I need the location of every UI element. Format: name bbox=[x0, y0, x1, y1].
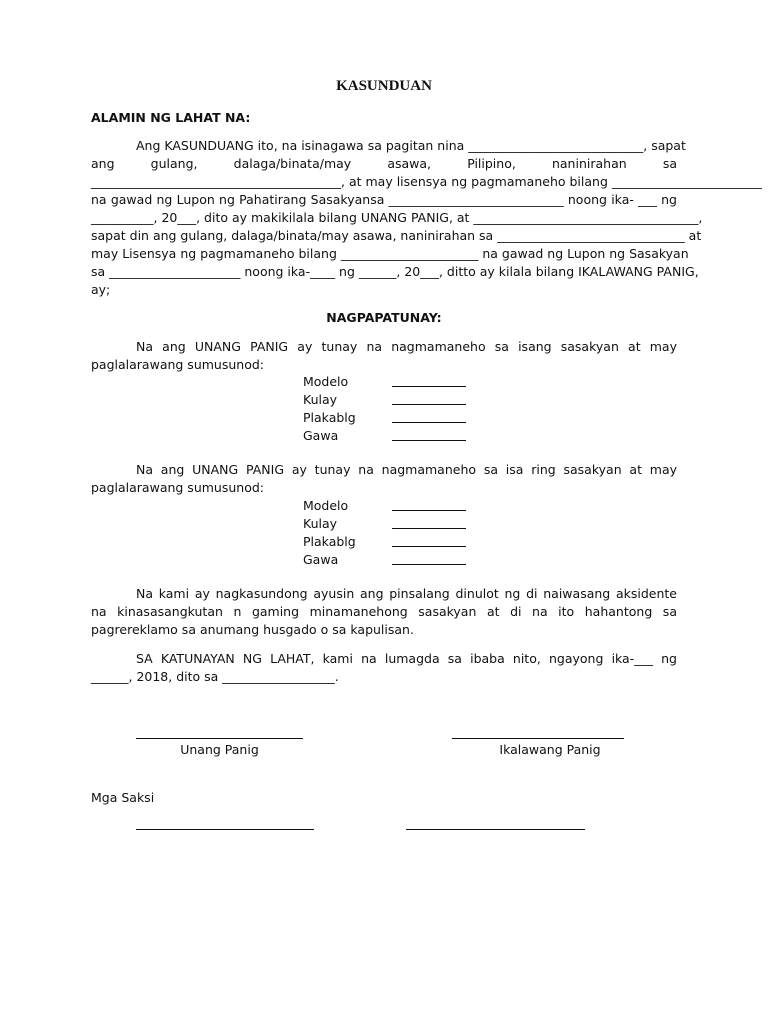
vehicle1-line: Na ang UNANG PANIG ay tunay na nagmamaneho sa isang sasakyan at may bbox=[136, 339, 677, 354]
second-party-signature-line bbox=[452, 738, 624, 739]
witness-signature-line bbox=[406, 829, 585, 830]
field-label: Plakablg bbox=[303, 410, 356, 425]
vehicle1-line: paglalarawang sumusunod: bbox=[91, 357, 264, 372]
vehicle-field-row bbox=[303, 409, 473, 427]
vehicle-field-row bbox=[303, 515, 473, 533]
intro-line: Ang KASUNDUANG ito, na isinagawa sa pagitan nina ____________________________, sapat bbox=[136, 138, 686, 153]
intro-line: ay; bbox=[91, 282, 111, 297]
intro-line: na gawad ng Lupon ng Pahatirang Sasakyansa ____________________________ noong ika- ___ ng bbox=[91, 192, 677, 207]
field-blank bbox=[392, 422, 466, 423]
intro-line: sa _____________________ noong ika-____ ng ______, 20___, ditto ay kilala bilang IKALAWANG PANIG, bbox=[91, 264, 699, 279]
witness-line: ______, 2018, dito sa __________________. bbox=[91, 669, 339, 684]
field-blank bbox=[392, 528, 466, 529]
first-party-label: Unang Panig bbox=[180, 742, 259, 757]
vehicle-field-row bbox=[303, 427, 473, 445]
vehicle-field-row bbox=[303, 497, 473, 515]
intro-line: ang gulang, dalaga/binata/may asawa, Pilipino, naninirahan sa bbox=[91, 156, 677, 171]
agreement-line: Na kami ay nagkasundong ayusin ang pinsalang dinulot ng di naiwasang aksidente bbox=[136, 586, 677, 601]
field-label: Modelo bbox=[303, 498, 349, 513]
field-blank bbox=[392, 510, 466, 511]
vehicle-field-row bbox=[303, 533, 473, 551]
field-label: Kulay bbox=[303, 516, 338, 531]
agreement-line: pagrereklamo sa anumang husgado o sa kapulisan. bbox=[91, 622, 414, 637]
vehicle2-fields bbox=[303, 497, 473, 569]
field-blank bbox=[392, 546, 466, 547]
field-label: Gawa bbox=[303, 552, 339, 567]
second-party-label: Ikalawang Panig bbox=[499, 742, 601, 757]
vehicle2-line: paglalarawang sumusunod: bbox=[91, 480, 264, 495]
agreement-line: na kinasasangkutan n gaming minamanehong sasakyan at di na ito hahantong sa bbox=[91, 604, 677, 619]
intro-line: ________________________________________, at may lisensya ng pagmamaneho bilang ________________________ bbox=[91, 174, 762, 189]
document-title: KASUNDUAN bbox=[336, 78, 432, 94]
witnesses-label: Mga Saksi bbox=[91, 790, 155, 805]
intro-line: may Lisensya ng pagmamaneho bilang ______________________ na gawad ng Lupon ng Sasakyan bbox=[91, 246, 689, 261]
field-blank bbox=[392, 404, 466, 405]
vehicle2-line: Na ang UNANG PANIG ay tunay na nagmamaneho sa isa ring sasakyan at may bbox=[136, 462, 677, 477]
field-blank bbox=[392, 440, 466, 441]
greeting-heading: ALAMIN NG LAHAT NA: bbox=[91, 110, 251, 125]
first-party-signature-line bbox=[136, 738, 303, 739]
field-label: Kulay bbox=[303, 392, 338, 407]
field-label: Plakablg bbox=[303, 534, 356, 549]
field-blank bbox=[392, 386, 466, 387]
vehicle-field-row bbox=[303, 391, 473, 409]
field-label: Gawa bbox=[303, 428, 339, 443]
section-heading: NAGPAPATUNAY: bbox=[326, 310, 442, 325]
vehicle-field-row bbox=[303, 373, 473, 391]
vehicle1-fields bbox=[303, 373, 473, 445]
vehicle-field-row bbox=[303, 551, 473, 569]
witness-line: SA KATUNAYAN NG LAHAT, kami na lumagda sa ibaba nito, ngayong ika-___ ng bbox=[136, 651, 677, 666]
witness-signature-line bbox=[136, 829, 314, 830]
field-blank bbox=[392, 564, 466, 565]
intro-line: __________, 20___, dito ay makikilala bilang UNANG PANIG, at ____________________________________, bbox=[91, 210, 703, 225]
intro-line: sapat din ang gulang, dalaga/binata/may asawa, naninirahan sa ______________________________ at bbox=[91, 228, 702, 243]
field-label: Modelo bbox=[303, 374, 349, 389]
